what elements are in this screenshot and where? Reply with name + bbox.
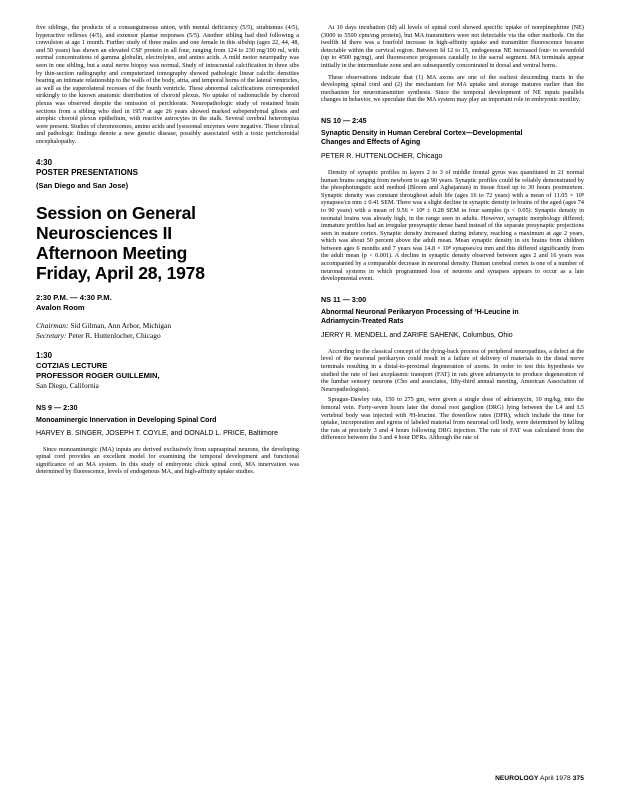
- two-column-layout: [36, 24, 584, 759]
- secretary-name: Peter R. Huttenlocher, Chicago: [68, 330, 161, 340]
- lecture-speaker: PROFESSOR ROGER GUILLEMIN,: [36, 370, 160, 380]
- abstract-ns11-title-line-2: Adriamycin-Treated Rats: [321, 317, 404, 325]
- session-time: 2:30 P.M. — 4:30 P.M.: [36, 292, 112, 302]
- session-title-line-4: Friday, April 28, 1978: [36, 262, 205, 283]
- session-title-line-1: Session on General: [36, 202, 196, 223]
- session-room: Avalon Room: [36, 302, 85, 312]
- session-title-line-3: Afternoon Meeting: [36, 242, 188, 263]
- footer-issue: April 1978: [540, 775, 571, 782]
- left-column: [36, 24, 299, 759]
- chairman-line: [36, 321, 299, 331]
- abstract-ns9-continued-paragraph-2: These observations indicate that (1) MA axons are one of the earliest descending tracts in the developing spinal cord and (2) the mechanism for MA uptake and storage matures earlier than the mechanism for neurotransmitter synthesis. Since the temporal development of NE inputs parallels changes in behavior, we speculate that the MA system may play an important role in embryonic motility.: [321, 73, 584, 104]
- abstract-ns10-title-line-2: Changes and Effects of Aging: [321, 138, 421, 146]
- abstract-ns10-body: Density of synaptic profiles in layers 2 to 3 of middle frontal gyrus was quantitated in 21 normal human brains ranging from newborn to age 90 years. Synaptic profiles could be reliably demonstrated by the phosphotungstic acid method (Bloom and Aghajanian) in tissue fixed up to 30 hours postmortem. Synaptic density was constant throughout adult life (ages 16 to 72 years) with a mean of 11.05 × 10⁸ synapses/cu mm ± 0.41 SEM. There was a slight decline in synaptic density in brains of the aged (ages 74 to 90 years) with a mean of 9.56 × 10⁸ ± 0.28 SEM in four samples (p < 0.05). Synaptic density in neonatal brains was already high, in the range seen in adults. However, synaptic morphology differed; immature profiles had an irregular presynaptic dense band instead of the separate presynaptic projections seen in mature cortex. Synaptic density increased during infancy, reaching a maximum at age 2 years, which was about 50 percent above the adult mean. Mean synaptic density in six brains from children between ages 6 months and 7 years was 14.8 × 10⁸ synapses/cu mm and this differed significantly from the adult mean (p < 0.001). A decline in synaptic density observed between ages 2 and 16 years was accompanied by a comparable decrease in neuronal density. Human cerebral cortex is one of a number of neuronal systems in which programmed loss of neurons and synapses appears to occur as a late developmental event.: [321, 168, 584, 283]
- poster-time: 4:30: [36, 157, 53, 167]
- abstract-ns11-number: NS 11 — 3:00: [321, 294, 367, 304]
- continuation-paragraph: five siblings, the products of a consanguineous union, with mental deficiency (5/5), strabismus (4/5), hyperactive reflexes (4/5), and extensor plantar responses (5/5). Another sibling had died following a convulsion at age 1 month. Further study of three males and one female in this sibship (ages 22, 44, 48, and 50 years) has shown an elevated CSF protein in all four, ranging from 124 to 230 mg/100 ml, with normal concentrations of gamma globulin, electrolytes, and amino acids. A mild motor neuropathy was seen in one sibling, but a sural nerve biopsy was normal. Study of intracranial calcification in three sibs by thin-section radiography and computerized tomography showed pathologic linear calcific densities bearing an intimate relationship to the walls of the body, atria, and temporal horns of the lateral ventricles, as well as the superolateral recesses of the fourth ventricle. These abnormal calcifications corresponded strikingly to the known anatomic distribution of choroid plexus. No uptake of radionuclide by choroid plexus was observed despite the omission of perchlorate. Neuropathologic study of restained brain sections from a sibling who died in 1957 at age 26 years showed marked subependymal gliosis and atrophic choroid plexus epithelium, with reactive astrocytes in the stalk. Several cerebral heterotopias were present. Studies of chromosomes, amino acids and lysosomal enzymes were negative. These clinical and pathologic findings denote a new genetic disease, possibly associated with a toxic perichoroidal encephalopathy.: [36, 24, 299, 145]
- lecture-time: 1:30: [36, 350, 53, 360]
- secretary-label: Secretary:: [36, 330, 67, 340]
- abstract-ns10-authors: PETER R. HUTTENLOCHER, Chicago: [321, 152, 443, 160]
- secretary-line: [36, 331, 299, 341]
- chairman-label: Chairman:: [36, 320, 69, 330]
- abstract-ns9-body: Since monoaminergic (MA) inputs are derived exclusively from supraspinal neurons, the developing spinal cord provides an excellent model for examining the temporal development and functional significance of an MA system. In this study of embryonic chick spinal cord, MA innervation was determined by fluorescence, levels of endogenous MA, and high-affinity uptake studies.: [36, 445, 299, 476]
- footer-journal-name: NEUROLOGY: [495, 775, 539, 782]
- abstract-ns11-authors: JERRY R. MENDELL and ZARIFE SAHENK, Columbus, Ohio: [321, 331, 513, 339]
- footer-page-number: 375: [572, 775, 584, 782]
- page-footer: [495, 775, 584, 782]
- poster-locations: (San Diego and San Jose): [36, 180, 129, 190]
- abstract-ns9-number: NS 9 — 2:30: [36, 402, 78, 412]
- abstract-ns9-authors: HARVEY B. SINGER, JOSEPH T. COYLE, and DONALD L. PRICE, Baltimore: [36, 429, 278, 437]
- abstract-ns9-continued-paragraph-1: At 10 days incubation (Id) all levels of spinal cord showed specific uptake of norepinephrine (NE) (3000 to 5500 cpm/mg protein), but MA transmitters were not detectable via the other methods. On the twelfth Id there was a fourfold increase in high-affinity uptake and transmitter fluorescence became detectable within the cervical region. Between Id 12 to 15, endogenous NE increased four- to sevenfold (up to 4500 pg/mg), and fluorescence progresses caudally to the sacral segment. MA terminals appear initially in the intermediate zone and are subsequently concentrated in dorsal and ventral horns.: [321, 24, 584, 69]
- abstract-ns9-title: Monoaminergic Innervation in Developing Spinal Cord: [36, 416, 217, 424]
- session-title-line-2: Neurosciences II: [36, 222, 172, 243]
- abstract-ns11-title-line-1: Abnormal Neuronal Perikaryon Processing of ³H-Leucine in: [321, 308, 519, 316]
- abstract-ns10-title-line-1: Synaptic Density in Human Cerebral Cortex—Developmental: [321, 129, 523, 137]
- poster-presentations-heading: POSTER PRESENTATIONS: [36, 167, 138, 177]
- right-column: [321, 24, 584, 759]
- lecture-location: San Diego, California: [36, 381, 99, 390]
- abstract-ns11-body-paragraph-1: According to the classical concept of the dying-back process of peripheral neuropathies, a defect at the level of the neuronal perikaryon could result in a failure of delivery of materials to the distal nerve terminals resulting in a distal-to-proximal degeneration of axons. In order to test this hypothesis we studied the rate of fast axoplasmic transport (FAT) in rats given adriamycin to produce degeneration of the lumbar sensory neurons (Cho and associates, fifty-third annual meeting, American Association of Neuropathologists).: [321, 347, 584, 393]
- lecture-name: COTZIAS LECTURE: [36, 360, 108, 370]
- abstract-ns10-number: NS 10 — 2:45: [321, 115, 367, 125]
- abstract-ns11-body-paragraph-2: Sprague-Dawley rats, 150 to 275 gm, were given a single dose of adriamycin, 10 mg/kg, into the femoral vein. Forty-seven hours later the dorsal root ganglion (DRG) lying between the L4 and L5 vertebral body was injected with ³H-leucine. The downflow rates (DFR), which include the time for uptake, incorporation and egress of labeled material from neuronal cell body, were determined by killing the rats at precisely 3 and 4 hours following DRG injection. The rate of FAT was calculated from the difference between the 3 and 4 hour DFRs. Although the rate of: [321, 396, 584, 442]
- chairman-name: Sid Gilman, Ann Arbor, Michigan: [70, 320, 172, 330]
